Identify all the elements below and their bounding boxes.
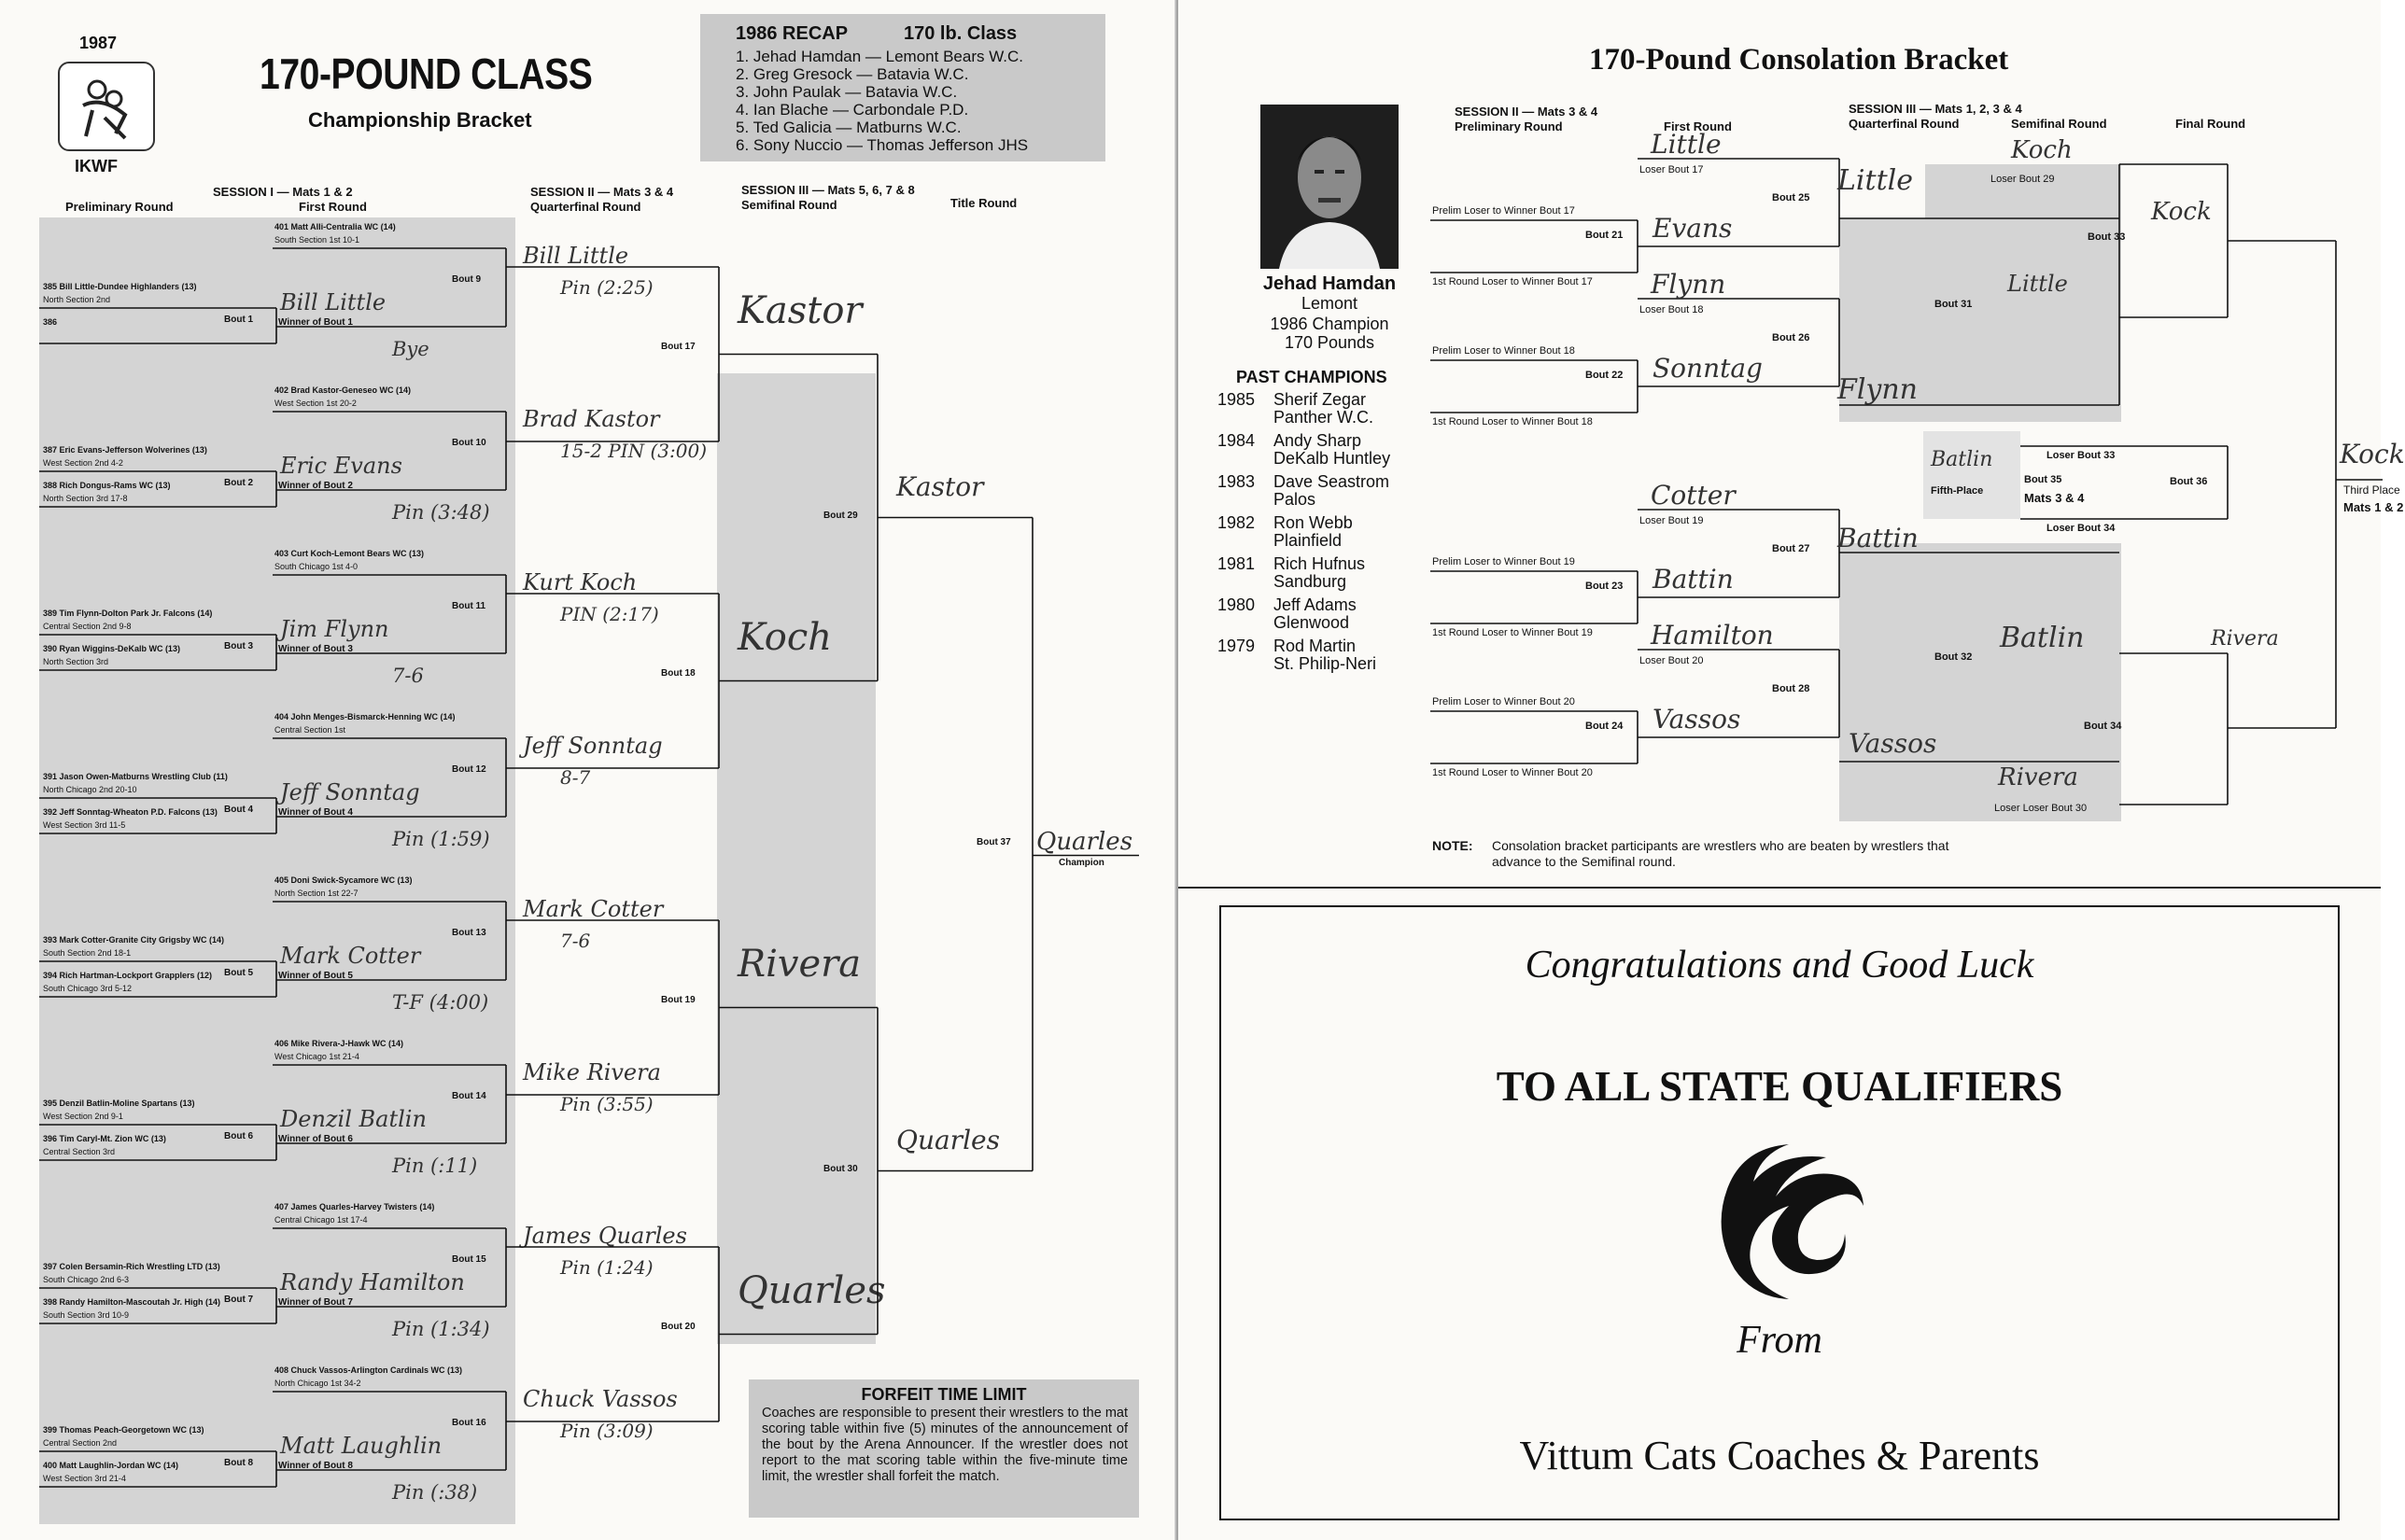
hand-prelim-result: Pin (1:59) [392,828,490,850]
forfeit-title: FORFEIT TIME LIMIT [861,1385,1027,1404]
prelim-wrestler-b: 400 Matt Laughlin-Jordan WC (14) [43,1461,179,1470]
prelim-section-a: North Section 2nd [43,295,111,304]
hand-prelim-result: Bye [392,338,429,360]
hand-prelim-result: Pin (:38) [392,1481,478,1504]
hand-cons-first-winner: Cotter [1651,480,1736,511]
cons-loser34: Loser Bout 34 [2046,523,2116,534]
cons-bout36: Bout 36 [2170,476,2208,487]
champion-club: Lemont [1301,294,1358,313]
hand-prelim-result: T-F (4:00) [392,991,489,1014]
cons-bout-label: Bout 24 [1585,721,1624,732]
header-quarterfinal: Quarterfinal Round [530,200,641,214]
prelim-winner-label: Winner of Bout 4 [278,807,353,818]
cons-first-loser-label: 1st Round Loser to Winner Bout 19 [1432,627,1593,638]
prelim-bout-label: Bout 5 [224,968,254,978]
qf-bout-label: Bout 17 [661,341,696,352]
qf-bout-label: Bout 20 [661,1321,696,1332]
past-champion-name: Rod Martin [1273,637,1357,655]
right-page [1178,0,2405,1540]
prelim-winner-label: Winner of Bout 8 [278,1461,353,1471]
cons-header-final: Final Round [2175,117,2246,131]
prelim-wrestler-b: 394 Rich Hartman-Lockport Grapplers (12) [43,971,213,980]
prelim-section-b: South Chicago 3rd 5-12 [43,984,133,993]
cons-bout-label: Bout 25 [1772,192,1810,203]
cons-header-semi: Semifinal Round [2011,117,2107,131]
sf-bout-label: Bout 29 [823,510,858,521]
hand-prelim-winner: Matt Laughlin [280,1433,443,1459]
cons-prelim-label: Prelim Loser to Winner Bout 19 [1432,556,1575,567]
past-champion-club: Plainfield [1273,531,1343,550]
seed-wrestler-section: South Chicago 1st 4-0 [274,562,359,571]
header-title-round: Title Round [950,196,1018,210]
prelim-winner-label: Winner of Bout 1 [278,317,353,328]
past-champion-year: 1985 [1217,390,1256,409]
final-bout-label: Bout 37 [977,836,1011,847]
hand-cons-qf: Battin [1837,523,1919,553]
header-session2: SESSION II — Mats 3 & 4 [530,185,674,199]
past-champion-club: Palos [1273,490,1316,509]
seed-wrestler-name: 403 Curt Koch-Lemont Bears WC (13) [274,549,425,558]
seed-wrestler-name: 402 Brad Kastor-Geneseo WC (14) [274,385,412,395]
cons-first-loser-label: 1st Round Loser to Winner Bout 18 [1432,416,1593,427]
seed-wrestler-section: South Section 1st 10-1 [274,235,360,245]
past-champion-club: Glenwood [1273,613,1350,632]
hand-cons-prelim-winner: Sonntag [1653,353,1763,384]
hand-cons-first-winner: Hamilton [1651,620,1774,651]
prelim-section-b: West Section 3rd 21-4 [43,1474,126,1483]
hand-prelim-winner: Jeff Sonntag [280,779,420,805]
sf-bout-label: Bout 30 [823,1163,858,1174]
past-champion-name: Rich Hufnus [1273,554,1366,573]
prelim-wrestler-a: 397 Colen Bersamin-Rich Wrestling LTD (13) [43,1262,220,1271]
hand-first-round-result: Pin (2:25) [560,276,654,299]
hand-qf-winner: Kastor [738,288,863,332]
hand-cons-prelim-winner: Vassos [1653,704,1741,735]
cons-bout-label: Bout 32 [1934,651,1973,663]
cons-bout-label: Bout 34 [2084,721,2122,732]
hand-first-round-winner: Jeff Sonntag [523,733,663,759]
hand-cons-fifth: Batlin [1931,448,1993,471]
cons-loser-label: Loser Bout 17 [1639,164,1704,175]
prelim-bout-label: Bout 7 [224,1295,254,1305]
cons-third-place: Third Place [2343,483,2400,497]
prelim-section-b: South Section 3rd 10-9 [43,1310,130,1320]
cons-bout-label: Bout 23 [1585,581,1624,592]
prelim-wrestler-b: 396 Tim Caryl-Mt. Zion WC (13) [43,1134,166,1143]
prelim-section-b: North Section 3rd 17-8 [43,494,128,503]
past-champion-name: Andy Sharp [1273,431,1362,450]
prelim-bout-label: Bout 2 [224,478,254,488]
first-round-bout-label: Bout 10 [452,438,486,448]
hand-first-round-result: 15-2 PIN (3:00) [560,440,708,462]
hand-first-round-winner: Kurt Koch [523,569,638,595]
past-champion-club: DeKalb Huntley [1273,449,1391,468]
prelim-winner-label: Winner of Bout 2 [278,481,353,491]
seed-wrestler-name: 407 James Quarles-Harvey Twisters (14) [274,1202,435,1211]
hand-cons-semi: Little [2007,271,2068,297]
recap-line: 3. John Paulak — Batavia W.C. [736,83,958,101]
seed-wrestler-name: 406 Mike Rivera-J-Hawk WC (14) [274,1039,404,1048]
cons-bout-label: Bout 22 [1585,370,1624,381]
forfeit-box [749,1379,1139,1518]
recap-line: 2. Greg Gresock — Batavia W.C. [736,65,969,83]
hand-sf-winner: Quarles [896,1124,1000,1155]
hand-prelim-winner: Denzil Batlin [280,1106,427,1132]
hand-prelim-winner: Randy Hamilton [280,1269,465,1295]
hand-first-round-result: Pin (3:09) [560,1420,654,1442]
cons-first-loser-label: 1st Round Loser to Winner Bout 20 [1432,767,1593,778]
bracket-lines [0,0,1176,1540]
cons-header-first: First Round [1664,119,1732,133]
past-champion-year: 1981 [1217,554,1256,573]
hand-first-round-winner: Brad Kastor [523,406,660,432]
hand-cons-batlin: Batlin [2000,622,2085,654]
page-subtitle: Championship Bracket [308,108,532,132]
ad-line4: Vittum Cats Coaches & Parents [1519,1433,2040,1478]
hand-cons-prelim-winner: Battin [1653,564,1734,595]
cons-loser-label: Loser Bout 20 [1639,655,1704,666]
cons-loser-label: Loser Bout 18 [1639,304,1704,315]
cons-header-session2: SESSION II — Mats 3 & 4 [1455,105,1598,119]
hand-prelim-result: Pin (3:48) [392,501,490,524]
ad-line2: TO ALL STATE QUALIFIERS [1496,1063,2063,1110]
ad-line3: From [1737,1319,1822,1362]
header-prelim: Preliminary Round [65,200,174,214]
hand-prelim-winner: Eric Evans [280,453,402,479]
prelim-wrestler-a: 391 Jason Owen-Matburns Wrestling Club (11) [43,772,228,781]
past-champion-year: 1980 [1217,595,1256,614]
seed-wrestler-section: North Chicago 1st 34-2 [274,1379,361,1388]
year-label: 1987 [79,34,118,52]
cons-bout-label: Bout 27 [1772,543,1810,554]
prelim-section-a: West Section 2nd 4-2 [43,458,123,468]
qf-bout-label: Bout 18 [661,667,696,679]
header-semifinal: Semifinal Round [741,198,837,212]
hand-cons-koch: Koch [2011,136,2073,164]
hand-cons-first-winner: Flynn [1651,269,1726,300]
prelim-wrestler-a: 387 Eric Evans-Jefferson Wolverines (13) [43,445,207,455]
first-round-bout-label: Bout 12 [452,764,486,775]
prelim-section-a: Central Section 2nd 9-8 [43,622,132,631]
prelim-section-a: South Chicago 2nd 6-3 [43,1275,130,1284]
prelim-winner-label: Winner of Bout 5 [278,971,353,981]
hand-first-round-result: 8-7 [560,766,591,789]
org-label: IKWF [75,157,118,175]
hand-cons-rivera2: Rivera [2211,627,2279,651]
hand-qf-winner: Rivera [738,942,862,986]
prelim-wrestler-a: 393 Mark Cotter-Granite City Grigsby WC (14) [43,935,225,945]
prelim-section-a: North Chicago 2nd 20-10 [43,785,137,794]
prelim-section-a: Central Section 2nd [43,1438,118,1448]
cons-prelim-label: Prelim Loser to Winner Bout 20 [1432,696,1575,707]
seed-wrestler-section: Central Section 1st [274,725,346,735]
prelim-section-b: West Section 3rd 11-5 [43,820,126,830]
left-page [0,0,1176,1540]
recap-line: 6. Sony Nuccio — Thomas Jefferson JHS [736,136,1029,154]
seed-wrestler-section: North Section 1st 22-7 [274,889,359,898]
ad-line1: Congratulations and Good Luck [1525,944,2034,987]
cons-header-qf: Quarterfinal Round [1849,117,1960,131]
seed-wrestler-name: 401 Matt Alli-Centralia WC (14) [274,222,396,231]
cons-fifth-place: Fifth-Place [1931,485,1984,497]
hand-prelim-result: 7-6 [392,665,424,687]
cons-header-prelim: Preliminary Round [1455,119,1563,133]
hand-cons-prelim-winner: Evans [1653,213,1733,244]
hand-first-round-result: 7-6 [560,930,591,952]
hand-first-round-result: Pin (3:55) [560,1093,654,1115]
prelim-wrestler-a: 395 Denzil Batlin-Moline Spartans (13) [43,1099,195,1108]
cons-third-mats: Mats 1 & 2 [2343,500,2404,514]
recap-class: 170 lb. Class [904,23,1018,44]
cons-bout-label: Bout 21 [1585,230,1624,241]
prelim-section-b: North Section 3rd [43,657,109,666]
hand-first-round-winner: James Quarles [523,1223,687,1249]
ad-box [1219,905,2340,1520]
prelim-wrestler-b: 392 Jeff Sonntag-Wheaton P.D. Falcons (13) [43,807,218,817]
champion-line1: 1986 Champion [1270,315,1389,333]
prelim-wrestler-a: 399 Thomas Peach-Georgetown WC (13) [43,1425,204,1435]
hand-cons-qf: Vassos [1849,728,1937,759]
hand-first-round-result: Pin (1:24) [560,1256,654,1279]
prelim-winner-label: Winner of Bout 7 [278,1297,353,1308]
recap-line: 4. Ian Blache — Carbondale P.D. [736,101,969,119]
hand-qf-winner: Quarles [738,1268,886,1312]
hand-cons-qf: Flynn [1837,373,1919,406]
past-champion-name: Sherif Zegar [1273,390,1367,409]
header-session1: SESSION I — Mats 1 & 2 [213,185,353,199]
hand-champion: Quarles [1036,827,1133,856]
prelim-wrestler-a: 385 Bill Little-Dundee Highlanders (13) [43,282,197,291]
cons-prelim-label: Prelim Loser to Winner Bout 17 [1432,205,1575,217]
past-champions-title: PAST CHAMPIONS [1236,368,1387,386]
hand-first-round-winner: Mike Rivera [523,1059,661,1085]
consolation-title: 170-Pound Consolation Bracket [1589,43,2009,77]
hand-prelim-result: Pin (1:34) [392,1318,490,1340]
cons-loser-label: Loser Bout 29 [1990,174,2055,185]
prelim-bout-label: Bout 8 [224,1458,254,1468]
past-champion-name: Jeff Adams [1273,595,1357,614]
prelim-wrestler-b: 386 [43,317,58,327]
first-round-bout-label: Bout 16 [452,1418,486,1428]
prelim-wrestler-a: 389 Tim Flynn-Dolton Park Jr. Falcons (14) [43,609,213,618]
hand-qf-winner: Koch [738,615,833,659]
cons-loser-label: Loser Loser Bout 30 [1994,803,2088,814]
cons-bout-label: Bout 26 [1772,332,1810,343]
hand-cons-third: Kock [2340,439,2405,469]
header-first-round: First Round [299,200,367,214]
prelim-winner-label: Winner of Bout 6 [278,1134,353,1144]
page-title: 170-POUND CLASS [260,49,593,98]
cons-bout35-mats: Mats 3 & 4 [2024,491,2085,505]
qf-bout-label: Bout 19 [661,994,696,1005]
hand-cons-qf: Little [1837,164,1913,197]
recap-line: 5. Ted Galicia — Matburns W.C. [736,119,962,136]
hand-first-round-winner: Bill Little [523,243,629,269]
prelim-section-a: South Section 2nd 18-1 [43,948,132,958]
past-champion-name: Dave Seastrom [1273,472,1390,491]
hand-first-round-winner: Mark Cotter [523,896,664,922]
past-champion-name: Ron Webb [1273,513,1353,532]
seed-wrestler-section: Central Chicago 1st 17-4 [274,1215,368,1225]
seed-wrestler-section: West Chicago 1st 21-4 [274,1052,359,1061]
hand-prelim-winner: Bill Little [280,289,387,315]
header-session3: SESSION III — Mats 5, 6, 7 & 8 [741,183,915,197]
prelim-bout-label: Bout 1 [224,315,254,325]
past-champion-club: Panther W.C. [1273,408,1374,427]
past-champion-year: 1982 [1217,513,1256,532]
cons-bout-label: Bout 33 [2088,231,2126,243]
hand-prelim-winner: Mark Cotter [280,943,421,969]
first-round-bout-label: Bout 13 [452,928,486,938]
hand-cons-koch2: Kock [2151,198,2212,226]
prelim-wrestler-b: 390 Ryan Wiggins-DeKalb WC (13) [43,644,180,653]
cons-loser33: Loser Bout 33 [2046,450,2116,461]
past-champion-club: Sandburg [1273,572,1347,591]
cons-bout35: Bout 35 [2024,474,2062,485]
hand-prelim-result: Pin (:11) [392,1155,478,1177]
first-round-bout-label: Bout 14 [452,1091,486,1101]
note-text: Consolation bracket participants are wrestlers who are beaten by wrestlers that advance to the Semifinal round. [1492,838,1949,869]
seed-wrestler-name: 405 Doni Swick-Sycamore WC (13) [274,875,413,885]
flame-logo-icon [1686,1141,1873,1309]
hand-sf-winner: Kastor [896,470,984,502]
first-round-bout-label: Bout 15 [452,1254,486,1265]
consolation-lines [1178,0,2381,933]
prelim-wrestler-b: 398 Randy Hamilton-Mascoutah Jr. High (14) [43,1297,221,1307]
prelim-section-a: West Section 2nd 9-1 [43,1112,123,1121]
hand-first-round-result: PIN (2:17) [560,603,659,625]
cons-bout-label: Bout 28 [1772,683,1810,694]
past-champion-year: 1983 [1217,472,1256,491]
divider [1178,887,2381,889]
cons-first-loser-label: 1st Round Loser to Winner Bout 17 [1432,276,1593,287]
past-champion-club: St. Philip-Neri [1273,654,1377,673]
seed-wrestler-section: West Section 1st 20-2 [274,399,357,408]
champion-line2: 170 Pounds [1284,333,1375,352]
hand-cons-rivera: Rivera [1998,763,2078,791]
past-champion-year: 1984 [1217,431,1256,450]
past-champion-year: 1979 [1217,637,1256,655]
hand-first-round-winner: Chuck Vassos [523,1386,678,1412]
forfeit-body: Coaches are responsible to present their wrestlers to the mat scoring table within five (5) minutes of the announcement of the bout by the Arena Announcer. If the wrestler does not report to the mat scoring table within the five-minute time limit, the wrestler shall forfeit the match. [762,1406,1128,1484]
prelim-bout-label: Bout 6 [224,1131,254,1141]
cons-header-session3: SESSION III — Mats 1, 2, 3 & 4 [1849,102,2022,116]
recap-line: 1. Jehad Hamdan — Lemont Bears W.C. [736,48,1024,65]
hand-prelim-winner: Jim Flynn [280,616,389,642]
note-label: NOTE: [1432,838,1473,853]
cons-prelim-label: Prelim Loser to Winner Bout 18 [1432,345,1575,357]
prelim-winner-label: Winner of Bout 3 [278,644,353,654]
prelim-section-b: Central Section 3rd [43,1147,116,1156]
cons-loser-label: Loser Bout 19 [1639,515,1704,526]
first-round-bout-label: Bout 11 [452,601,486,611]
seed-wrestler-name: 404 John Menges-Bismarck-Henning WC (14) [274,712,456,721]
prelim-bout-label: Bout 4 [224,805,254,815]
prelim-wrestler-b: 388 Rich Dongus-Rams WC (13) [43,481,171,490]
champion-label: Champion [1059,857,1104,868]
recap-heading: 1986 RECAP [736,23,849,44]
seed-wrestler-name: 408 Chuck Vassos-Arlington Cardinals WC (13) [274,1365,463,1375]
first-round-bout-label: Bout 9 [452,274,482,285]
cons-bout-label: Bout 31 [1934,299,1973,310]
hand-cons-first-winner: Little [1651,129,1722,160]
prelim-bout-label: Bout 3 [224,641,254,651]
champion-name: Jehad Hamdan [1262,273,1397,294]
